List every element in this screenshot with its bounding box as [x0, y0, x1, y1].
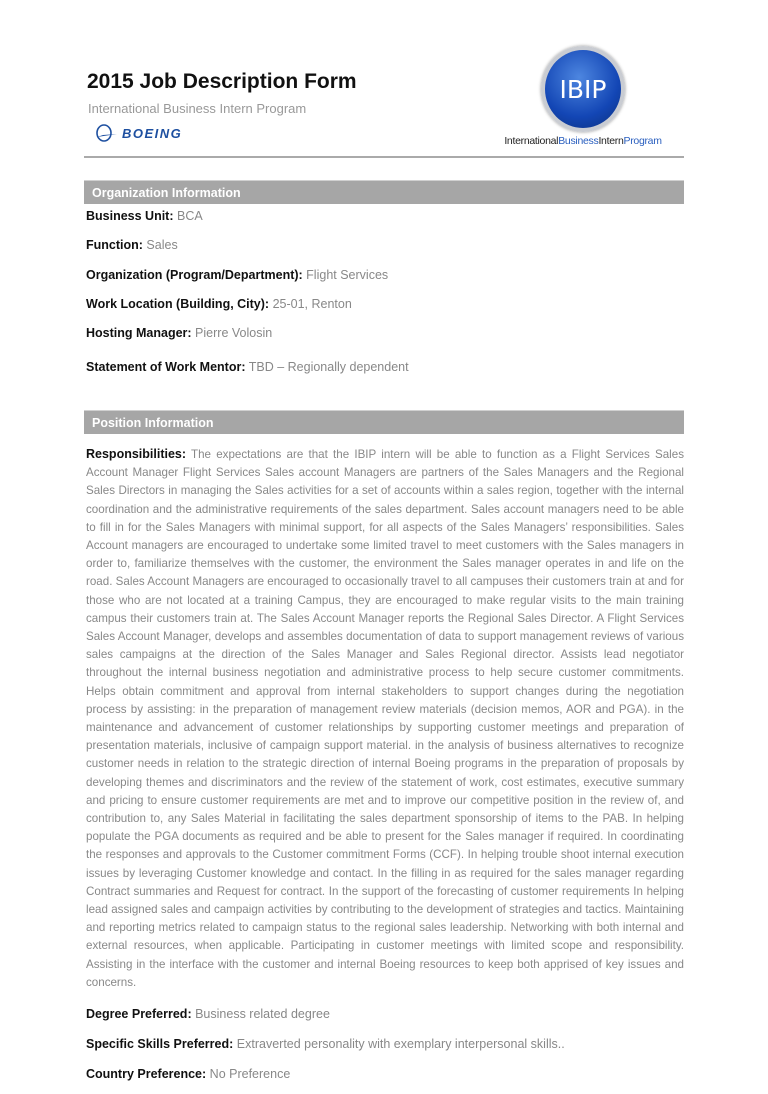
organization-field: Organization (Program/Department): Flight Services [86, 268, 389, 282]
work-location-field: Work Location (Building, City): 25-01, Renton [86, 297, 352, 311]
position-section-body [86, 445, 684, 1094]
degree-preferred-field: Degree Preferred: Business related degree [86, 1007, 330, 1022]
business-unit-field: Business Unit: BCA [86, 209, 203, 223]
hosting-manager-field: Hosting Manager: Pierre Volosin [86, 326, 273, 340]
header-divider [84, 156, 684, 158]
specific-skills-field: Specific Skills Preferred: Extraverted personality with exemplary interpersonal skills.. [86, 1037, 565, 1052]
ibip-logo [468, 46, 698, 147]
sow-mentor-field: Statement of Work Mentor: TBD – Regionally dependent [86, 360, 409, 374]
page-title: 2015 Job Description Form [87, 70, 357, 93]
country-preference-field: Country Preference: No Preference [86, 1067, 291, 1082]
boeing-logo: BOEING [95, 123, 182, 143]
function-field: Function: Sales [86, 238, 178, 252]
ibip-logo-name: InternationalBusinessInternProgram [504, 135, 662, 147]
organization-section-header: Organization Information [84, 180, 684, 204]
position-section-header: Position Information [84, 410, 684, 434]
globe-icon: IBIP [541, 46, 625, 132]
responsibilities-field: Responsibilities: The expectations are that the IBIP intern will be able to function as a Flight Services Sales Account Manager Flight Services Sales account Managers are partners of the Sales Managers and the Regional Sales Directors in managing the Sales activities for a set of accounts within a sales region, together with the internal coordination and the administrative requirements of the sales department. Sales account managers need to be able to fill in for the Sales Managers with minimal support, for all aspects of the Sales Managers’ responsibilities. Sales Account managers are encouraged to undertake some limited travel to meet customers with the Sales managers in order to, familiarize themselves with the customer, the environment the Sales manager operates in and life on the road. Sales Account Managers are encouraged to occasionally travel to all campuses their customers train at and for those who are not located at a training Campus, they are encouraged to make regular visits to the main training campus their customers train at. The Sales Account Manager reports the Regional Sales Director. A Flight Services Sales Account Manager, develops and assembles documentation of data to support management reviews of various sales campaigns at the direction of the Sales Manager and Sales Regional director. Assists lead negotiator throughout the internal business negotiation and administrative process to help secure customer commitments. Helps obtain commitment and approval from internal stakeholders to support changes during the negotiation process by assisting: in the preparation of management review materials (decision memos, AOR and PGA). in the maintenance and advancement of customer relationships by supporting customer meetings and preparation of presentation materials, inclusive of campaign support material. in the analysis of business alternatives to recognize customer needs in relation to the strategic direction of internal Boeing programs in the preparation of proposals by developing themes and discriminators and the review of the statement of work, cost estimates, executive summary and pricing to ensure customer requirements are met and to improve our competitive position in the review of, and contribution to, any Sales Material in facilitating the sales department sponsorship of items to the PAB. In helping populate the PGA documents as required and be able to present for the Sales manager if required. In coordinating the responses and approvals to the Customer commitment Forms (CCF). In helping trouble shoot internal execution issues by leveraging Customer knowledge and contact. In the filling in as required for the sales manager regarding Contract summaries and Request for contract. In the support of the forecasting of customer requirements In helping lead assigned sales and campaign activities by contributing to the development of strategies and tactics. Maintaining and reporting metrics related to campaign status to the regional sales leadership. Networking with both internal and external resources, when applicable. Participating in customer meetings with limited scope and responsibility. Assisting in the interface with the customer and internal Boeing resources to keep both apprised of key issues and concerns. [86, 447, 684, 989]
boeing-symbol-icon [95, 123, 119, 143]
page-subtitle: International Business Intern Program [88, 101, 307, 116]
